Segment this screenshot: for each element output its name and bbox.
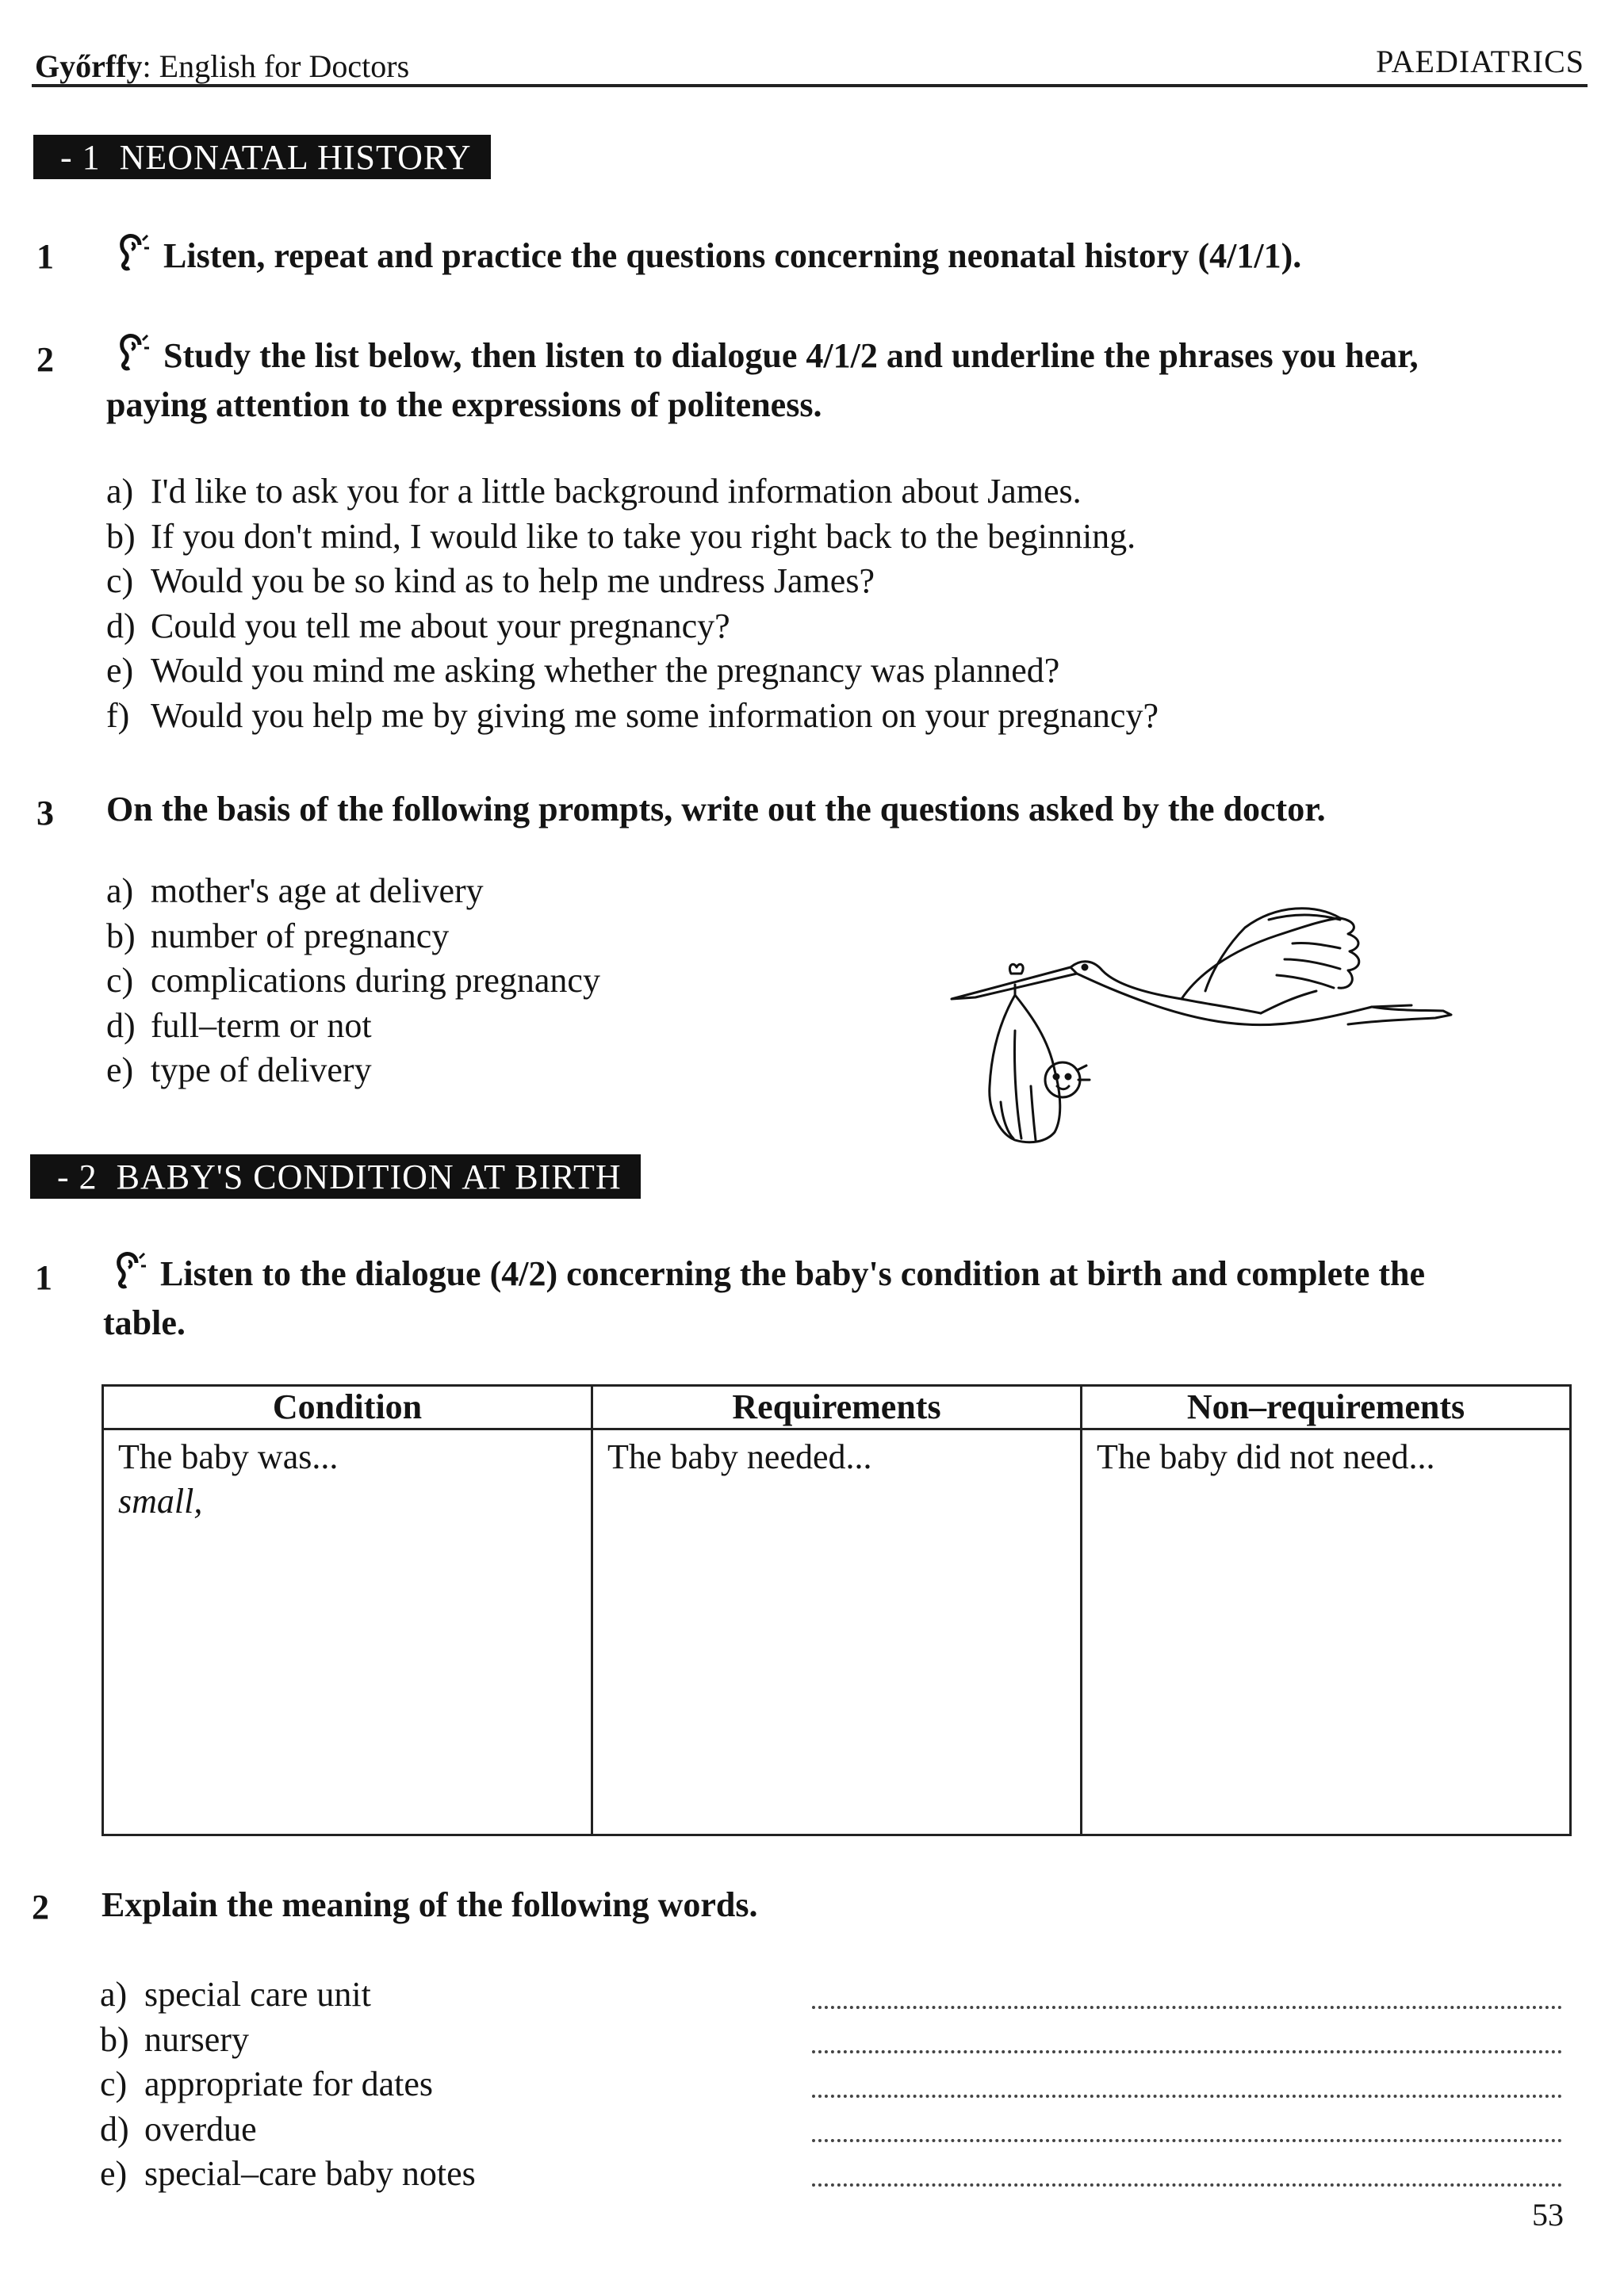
table-row <box>103 1429 1571 1835</box>
list-item: c) Would you be so kind as to help me undress James? <box>106 561 875 600</box>
question-1-instruction <box>113 1249 1425 1303</box>
book-title: : English for Doctors <box>142 48 410 84</box>
table-cell-condition[interactable] <box>103 1429 592 1835</box>
question-3-text: On the basis of the following prompts, write out the questions asked by the doctor. <box>106 790 1326 828</box>
list-item: f) Would you help me by giving me some information on your pregnancy? <box>106 695 1159 735</box>
column-header: Non–requirements <box>1082 1386 1571 1429</box>
question-number: 3 <box>36 794 54 832</box>
table-header-row <box>103 1386 1571 1429</box>
column-header: Condition <box>103 1386 592 1429</box>
section-heading-babys-condition <box>30 1154 641 1199</box>
list-item: e) special–care baby notes <box>100 2154 476 2193</box>
list-item: c) complications during pregnancy <box>106 961 600 1000</box>
list-item: d) full–term or not <box>106 1005 372 1045</box>
section-title: BABY'S CONDITION AT BIRTH <box>116 1158 622 1196</box>
list-item: d) Could you tell me about your pregnancy? <box>106 606 730 645</box>
ear-icon <box>116 332 149 385</box>
list-item: b) If you don't mind, I would like to take you right back to the beginning. <box>106 516 1136 556</box>
section-number: - 1 <box>60 138 101 177</box>
question-1-text-line2: table. <box>103 1303 186 1342</box>
list-item: e) Would you mind me asking whether the pregnancy was planned? <box>106 651 1060 690</box>
answer-line[interactable] <box>812 2095 1562 2098</box>
vocabulary-list <box>100 1973 476 2197</box>
prompt-list <box>106 869 600 1093</box>
question-number: 2 <box>32 1888 49 1927</box>
question-number: 2 <box>36 340 54 379</box>
section-number: - 2 <box>57 1158 98 1196</box>
section-title: NEONATAL HISTORY <box>119 138 472 177</box>
condition-table <box>102 1384 1572 1836</box>
list-item: c) appropriate for dates <box>100 2064 434 2103</box>
section-heading-neonatal-history <box>33 135 491 179</box>
question-number: 1 <box>36 237 54 276</box>
politeness-phrase-list <box>106 469 1159 738</box>
list-item: b) number of pregnancy <box>106 916 450 955</box>
page-number: 53 <box>1532 2197 1564 2233</box>
question-2-text-line2: paying attention to the expressions of politeness. <box>106 385 822 424</box>
list-item: b) nursery <box>100 2019 249 2059</box>
list-item: a) special care unit <box>100 1975 371 2014</box>
list-item: a) mother's age at delivery <box>106 871 484 910</box>
question-1-text-line1: Listen to the dialogue (4/2) concerning the baby's condition at birth and complete the <box>160 1254 1426 1293</box>
ear-icon <box>116 232 149 285</box>
question-1-instruction <box>116 232 1301 285</box>
stork-illustration <box>944 872 1475 1158</box>
cell-prompt: The baby needed... <box>607 1437 872 1476</box>
table-cell-non-requirements[interactable] <box>1082 1429 1571 1835</box>
question-1-text: Listen, repeat and practice the questions concerning neonatal history (4/1/1). <box>163 236 1302 275</box>
answer-line[interactable] <box>812 2050 1562 2053</box>
running-header-left <box>35 48 409 85</box>
answer-line[interactable] <box>812 2006 1562 2009</box>
table-cell-requirements[interactable] <box>592 1429 1082 1835</box>
list-item: a) I'd like to ask you for a little background information about James. <box>106 472 1082 511</box>
question-2-text-line1: Study the list below, then listen to dialogue 4/1/2 and underline the phrases you hear, <box>163 336 1419 375</box>
question-2-instruction <box>116 331 1419 385</box>
column-header: Requirements <box>592 1386 1082 1429</box>
ear-icon <box>113 1250 146 1303</box>
header-rule <box>32 84 1588 87</box>
answer-line[interactable] <box>812 2183 1562 2187</box>
cell-prompt: The baby did not need... <box>1097 1437 1435 1476</box>
cell-prompt: The baby was... <box>118 1437 339 1476</box>
chapter-title: PAEDIATRICS <box>1376 44 1584 79</box>
question-number: 1 <box>35 1258 52 1297</box>
author-name: Győrffy <box>35 48 143 84</box>
cell-example: small, <box>118 1482 203 1521</box>
question-2-text: Explain the meaning of the following words. <box>102 1885 758 1924</box>
list-item: d) overdue <box>100 2109 257 2149</box>
answer-line[interactable] <box>812 2139 1562 2142</box>
list-item: e) type of delivery <box>106 1050 372 1089</box>
